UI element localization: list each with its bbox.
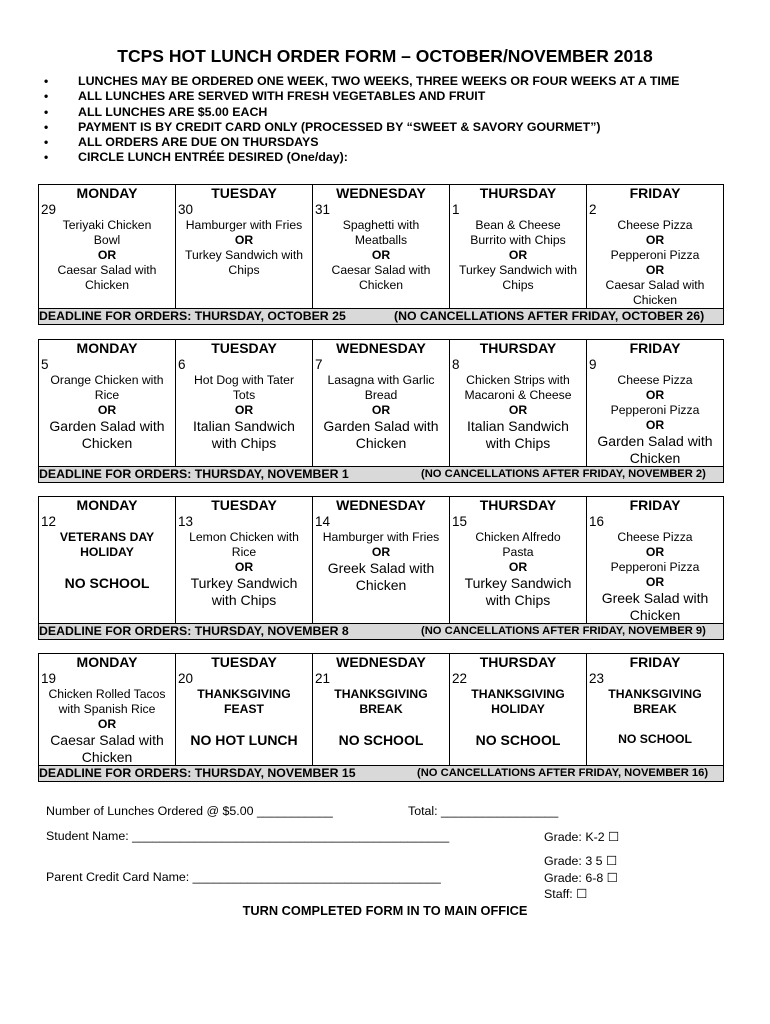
day-cell-thursday[interactable] [450,514,587,624]
menu-item-line: Pepperoni Pizza [610,248,700,262]
day-cell-tuesday[interactable] [176,671,313,766]
date-number: 30 [178,202,194,217]
day-cell-wednesday[interactable] [313,357,450,467]
or-label: OR [645,263,665,277]
menu-item-line: Caesar Salad with [331,263,431,277]
week-table [38,184,724,325]
menu-item-line: with Spanish Rice [58,702,156,716]
date-number: 29 [41,202,57,217]
or-label: OR [97,248,117,262]
menu-item-line: Caesar Salad with [50,732,164,748]
day-header-friday: FRIDAY [587,340,724,358]
or-label: OR [234,560,254,574]
menu-item-line: Pasta [502,545,534,559]
date-number: 5 [41,357,49,372]
day-cell-thursday[interactable] [450,357,587,467]
or-label: OR [234,233,254,247]
menu-item-line: Lemon Chicken with [189,530,299,544]
grade-3-5-checkbox[interactable]: Grade: 3 5 ☐ [544,854,618,868]
day-header-friday: FRIDAY [587,185,724,203]
menu-item-line: Chips [228,263,260,277]
day-header-thursday: THURSDAY [450,340,587,358]
day-header-thursday: THURSDAY [450,497,587,515]
instruction-item: • CIRCLE LUNCH ENTRÉE DESIRED (One/day): [40,150,679,165]
day-cell-friday[interactable] [587,671,724,766]
or-label: OR [508,248,528,262]
menu-item-line: VETERANS DAY [59,530,155,544]
menu-item-line: NO SCHOOL [64,575,150,591]
date-number: 9 [589,357,597,372]
menu-item-line: Turkey Sandwich with [458,263,578,277]
menu-item-line: Italian Sandwich [467,418,569,434]
menu-item-line: Burrito with Chips [470,233,566,247]
menu-item-line: Chicken [355,576,407,593]
menu-item-line: Hamburger with Fries [185,218,303,232]
date-number: 16 [589,514,605,529]
day-cell-monday[interactable] [39,357,176,467]
week-table [38,339,724,483]
menu-item-line: Garden Salad with [597,433,713,449]
deadline-text: DEADLINE FOR ORDERS: THURSDAY, NOVEMBER 8 [39,624,349,638]
day-header-thursday: THURSDAY [450,654,587,672]
or-label: OR [645,388,665,402]
deadline-row [39,624,724,640]
day-cell-wednesday[interactable] [313,202,450,309]
menu-item-line: Bread [364,388,398,402]
or-label: OR [97,403,117,417]
day-cell-monday[interactable] [39,202,176,309]
cancellation-text: (NO CANCELLATIONS AFTER FRIDAY, NOVEMBER 16) [417,767,709,779]
day-cell-monday[interactable] [39,671,176,766]
menu-item-line: Rice [94,388,120,402]
menu-item-line: Chicken Alfredo [475,530,561,544]
date-number: 8 [452,357,460,372]
menu-item-line: Garden Salad with [49,418,165,434]
menu-item-line: Garden Salad with [323,418,439,434]
menu-item-line: HOLIDAY [80,545,134,559]
menu-item-line: Chicken [629,449,681,466]
cancellation-text: (NO CANCELLATIONS AFTER FRIDAY, NOVEMBER 2) [421,468,706,480]
menu-item-line: Pepperoni Pizza [610,403,700,417]
day-header-friday: FRIDAY [587,497,724,515]
day-header-thursday: THURSDAY [450,185,587,203]
day-cell-thursday[interactable] [450,671,587,766]
cancellation-text: (NO CANCELLATIONS AFTER FRIDAY, NOVEMBER 9) [421,625,706,637]
menu-item-line: Turkey Sandwich [190,575,298,591]
menu-item-line: Spaghetti with [342,218,420,232]
menu-item-line: THANKSGIVING [471,687,565,701]
menu-item-line: with Chips [485,591,551,608]
or-label: OR [371,403,391,417]
staff-checkbox[interactable]: Staff: ☐ [544,887,588,901]
day-cell-tuesday[interactable] [176,357,313,467]
instruction-item: • ALL LUNCHES ARE $5.00 EACH [40,105,679,120]
grade-k2-checkbox[interactable]: Grade: K-2 ☐ [544,830,620,844]
day-header-wednesday: WEDNESDAY [313,654,450,672]
turn-in-instruction: TURN COMPLETED FORM IN TO MAIN OFFICE [242,903,528,918]
menu-item-line: NO HOT LUNCH [190,732,298,748]
menu-item-line [39,560,175,575]
date-number: 15 [452,514,468,529]
or-label: OR [645,418,665,432]
menu-item-line: HOLIDAY [491,702,545,716]
or-label: OR [508,403,528,417]
date-number: 20 [178,671,194,686]
day-header-monday: MONDAY [39,185,176,203]
menu-item-line: Chicken Rolled Tacos [48,687,166,701]
deadline-text: DEADLINE FOR ORDERS: THURSDAY, NOVEMBER 15 [39,766,356,780]
date-number: 2 [589,202,597,217]
instruction-item: • LUNCHES MAY BE ORDERED ONE WEEK, TWO WEEKS, THREE WEEKS OR FOUR WEEKS AT A TIME [40,74,679,89]
day-header-tuesday: TUESDAY [176,654,313,672]
menu-item-line: Chicken [81,748,133,765]
or-label: OR [371,248,391,262]
menu-item-line: with Chips [211,434,277,451]
menu-item-line: Bowl [93,233,121,247]
instruction-item: • ALL LUNCHES ARE SERVED WITH FRESH VEGETABLES AND FRUIT [40,89,679,104]
menu-item-line: Hot Dog with Tater [193,373,295,387]
day-header-monday: MONDAY [39,497,176,515]
menu-item-line: with Chips [485,434,551,451]
menu-item-line: Meatballs [354,233,408,247]
menu-item-line [450,717,586,732]
day-cell-tuesday[interactable] [176,514,313,624]
date-number: 14 [315,514,331,529]
deadline-row [39,766,724,782]
menu-item-line [587,717,723,732]
menu-item-line: Cheese Pizza [617,218,693,232]
menu-item-line: Cheese Pizza [617,530,693,544]
grade-6-8-checkbox[interactable]: Grade: 6-8 ☐ [544,871,618,885]
menu-item-line: THANKSGIVING [608,687,702,701]
day-header-friday: FRIDAY [587,654,724,672]
menu-item-line: NO SCHOOL [618,732,692,746]
or-label: OR [645,575,665,589]
day-cell-wednesday[interactable] [313,671,450,766]
menu-item-line: Pepperoni Pizza [610,560,700,574]
menu-item-line: Bean & Cheese [475,218,561,232]
menu-item-line: THANKSGIVING [334,687,428,701]
day-header-tuesday: TUESDAY [176,185,313,203]
menu-item-line: Chicken [355,434,407,451]
student-name-field[interactable]: Student Name: ______________________________________________ [46,829,450,843]
day-header-wednesday: WEDNESDAY [313,340,450,358]
day-header-tuesday: TUESDAY [176,340,313,358]
day-cell-monday[interactable] [39,514,176,624]
day-header-monday: MONDAY [39,654,176,672]
instruction-item: • PAYMENT IS BY CREDIT CARD ONLY (PROCESSED BY “SWEET & SAVORY GOURMET”) [40,120,679,135]
form-title: TCPS HOT LUNCH ORDER FORM – OCTOBER/NOVEMBER 2018 [117,46,653,66]
day-cell-friday[interactable] [587,357,724,467]
deadline-row [39,467,724,483]
menu-item-line: Rice [231,545,257,559]
or-label: OR [508,560,528,574]
menu-item-line: Macaroni & Cheese [464,388,572,402]
day-header-wednesday: WEDNESDAY [313,497,450,515]
menu-item-line: Tots [232,388,256,402]
menu-item-line: Hamburger with Fries [322,530,440,544]
or-label: OR [371,545,391,559]
menu-item-line: THANKSGIVING [197,687,291,701]
date-number: 6 [178,357,186,372]
menu-item-line: Italian Sandwich [193,418,295,434]
menu-item-line: Chicken [81,434,133,451]
date-number: 7 [315,357,323,372]
menu-item-line: Teriyaki Chicken [62,218,152,232]
deadline-text: DEADLINE FOR ORDERS: THURSDAY, NOVEMBER 1 [39,467,349,481]
day-cell-wednesday[interactable] [313,514,450,624]
day-cell-friday[interactable] [587,514,724,624]
date-number: 13 [178,514,194,529]
menu-item-line: FEAST [224,702,264,716]
day-header-tuesday: TUESDAY [176,497,313,515]
instruction-item: • ALL ORDERS ARE DUE ON THURSDAYS [40,135,679,150]
instructions-list [40,74,679,166]
menu-item-line: Chicken Strips with [466,373,570,387]
or-label: OR [97,717,117,731]
menu-item-line: Orange Chicken with [50,373,164,387]
day-cell-tuesday[interactable] [176,202,313,309]
or-label: OR [645,545,665,559]
date-number: 22 [452,671,468,686]
menu-item-line: with Chips [211,591,277,608]
menu-item-line: Chips [502,278,534,292]
menu-item-line: Chicken [632,293,678,307]
deadline-text: DEADLINE FOR ORDERS: THURSDAY, OCTOBER 25 [39,309,346,323]
or-label: OR [645,233,665,247]
cancellation-text: (NO CANCELLATIONS AFTER FRIDAY, OCTOBER 26) [394,309,705,323]
week-table [38,653,724,782]
menu-item-line [176,717,312,732]
day-header-wednesday: WEDNESDAY [313,185,450,203]
menu-item-line: Turkey Sandwich with [184,248,304,262]
date-number: 19 [41,671,57,686]
menu-item-line: Chicken [358,278,404,292]
menu-item-line: Lasagna with Garlic [327,373,435,387]
menu-item-line: Caesar Salad with [57,263,157,277]
parent-credit-card-name-field[interactable]: Parent Credit Card Name: ____________________________________ [46,870,441,884]
date-number: 21 [315,671,331,686]
lunches-ordered-field[interactable]: Number of Lunches Ordered @ $5.00 ___________ [46,804,333,818]
menu-item-line: NO SCHOOL [338,732,424,748]
date-number: 1 [452,202,460,217]
date-number: 23 [589,671,605,686]
menu-item-line: Greek Salad with [601,590,709,606]
menu-item-line: Caesar Salad with [605,278,705,292]
menu-item-line: NO SCHOOL [475,732,561,748]
menu-item-line: Cheese Pizza [617,373,693,387]
day-header-monday: MONDAY [39,340,176,358]
menu-item-line: Turkey Sandwich [464,575,572,591]
menu-item-line: Greek Salad with [327,560,435,576]
menu-item-line: Chicken [629,606,681,623]
deadline-row [39,309,724,325]
date-number: 31 [315,202,331,217]
menu-item-line: BREAK [359,702,403,716]
day-cell-friday[interactable] [587,202,724,309]
menu-item-line: BREAK [633,702,677,716]
week-table [38,496,724,640]
or-label: OR [234,403,254,417]
total-field[interactable]: Total: _________________ [408,804,559,818]
day-cell-thursday[interactable] [450,202,587,309]
menu-item-line [313,717,449,732]
date-number: 12 [41,514,57,529]
menu-item-line: Chicken [84,278,130,292]
